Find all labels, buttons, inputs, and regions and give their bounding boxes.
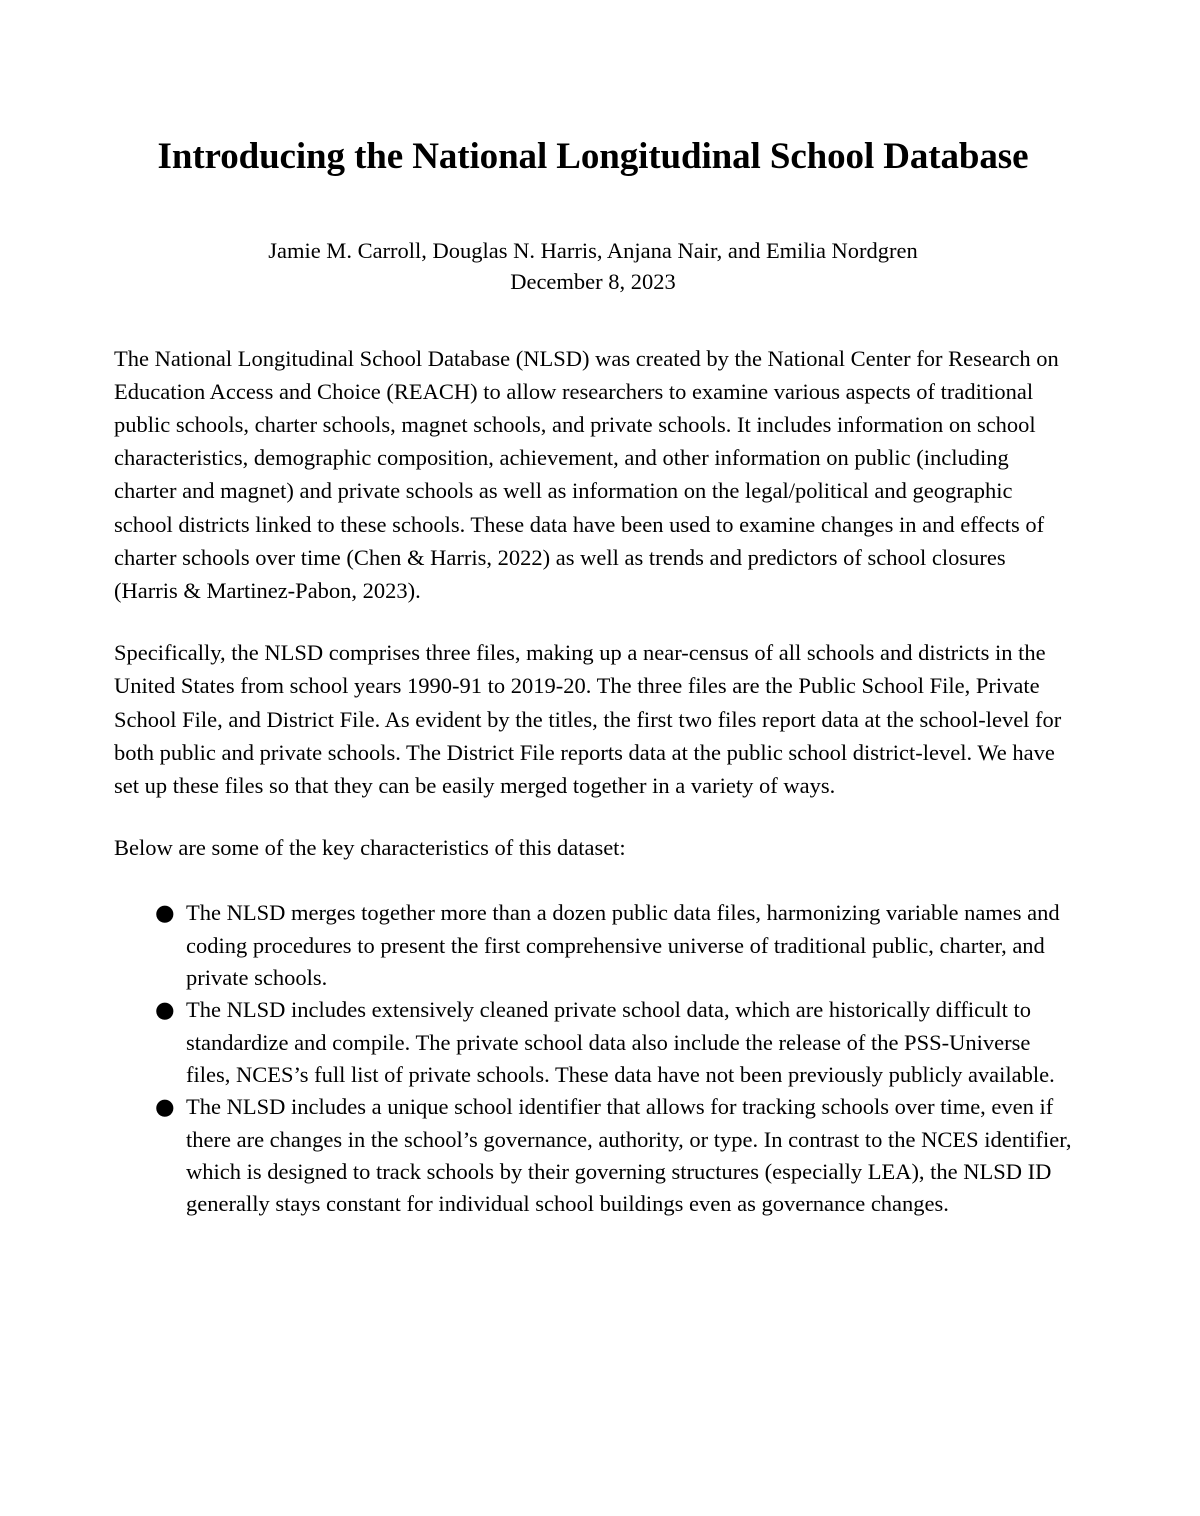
paragraph-overview: The National Longitudinal School Database (NLSD) was created by the National Center for Research on Education Access and Choice (REACH) to allow researchers to examine various aspects of traditional public schools, charter schools, magnet schools, and private schools. It includes information on school characteristics, demographic composition, achievement, and other information on public (including charter and magnet) and private schools as well as information on the legal/political and geographic school districts linked to these schools. These data have been used to examine changes in and effects of charter schools over time (Chen & Harris, 2022) as well as trends and predictors of school closures (Harris & Martinez-Pabon, 2023). xyxy=(114,345,1059,604)
paragraph-files: Specifically, the NLSD comprises three files, making up a near-census of all schools and districts in the United States from school years 1990-91 to 2019-20. The three files are the Public School File, Private School File, and District File. As evident by the titles, the first two files report data at the school-level for both public and private schools. The District File reports data at the public school district-level. We have set up these files so that they can be easily merged together in a variety of ways. xyxy=(114,640,1062,799)
list-item xyxy=(114,994,1072,1091)
body-text xyxy=(114,342,1072,1221)
bullet-icon: ● xyxy=(155,997,175,1024)
top-margin-spacer xyxy=(114,0,1072,134)
bullet-icon: ● xyxy=(155,900,175,927)
author-list: Jamie M. Carroll, Douglas N. Harris, Anjana Nair, and Emilia Nordgren xyxy=(268,237,918,263)
document-content xyxy=(114,0,1072,1220)
key-characteristics-list xyxy=(114,897,1072,1220)
publication-date: December 8, 2023 xyxy=(510,269,676,295)
page-title: Introducing the National Longitudinal School Database xyxy=(157,136,1029,177)
list-item xyxy=(114,1091,1072,1220)
bullet-icon: ● xyxy=(155,1094,175,1121)
list-item-text: The NLSD merges together more than a dozen public data files, harmonizing variable names and coding procedures to present the first comprehensive universe of traditional public, charter, and private schools. xyxy=(186,900,1060,991)
list-lead-in: Below are some of the key characteristics of this dataset: xyxy=(114,835,626,861)
list-item xyxy=(114,897,1072,994)
list-item-text: The NLSD includes a unique school identifier that allows for tracking schools over time, even if there are changes in the school’s governance, authority, or type. In contrast to the NCES identifier, which is designed to track schools by their governing structures (especially LEA), the NLSD ID generally stays constant for individual school buildings even as governance changes. xyxy=(186,1094,1072,1217)
byline-block xyxy=(114,235,1072,298)
list-item-text: The NLSD includes extensively cleaned private school data, which are historically difficult to standardize and compile. The private school data also include the release of the PSS-Universe files, NCES’s full list of private schools. These data have not been previously publicly available. xyxy=(186,997,1055,1087)
